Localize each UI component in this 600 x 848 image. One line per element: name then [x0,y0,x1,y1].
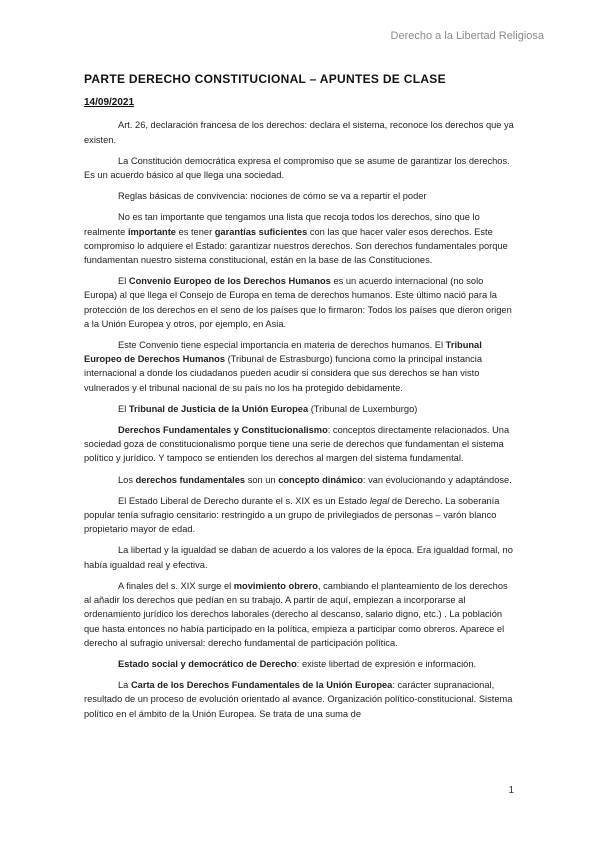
text-run: (Tribunal de Estrasburgo) funciona como la principal instancia internacional a donde los ciudadanos pueden acudir si considera que sus derechos se han visto vulnerados y el tribunal nacional de su país no los ha protegido debidamente. [84,354,483,393]
paragraph [84,423,516,466]
bold-text: concepto dinámico [278,474,363,485]
text-run: son un [245,474,279,485]
text-run: La [118,680,131,691]
bold-text: derechos fundamentales [135,474,246,485]
document-body [84,72,516,728]
text-run: Los [118,474,136,485]
paragraph [84,543,516,571]
text-run: La Constitución democrática expresa el compromiso que se asume de garantizar los derechos. Es un acuerdo básico al que llega una sociedad. [84,155,510,181]
paragraph [84,494,516,537]
text-run: es tener [175,226,215,237]
paragraph [84,402,516,416]
paragraph [84,579,516,650]
text-run: El Estado Liberal de Derecho durante el s. XIX es un Estado [118,495,370,506]
bold-text: garantías suficientes [214,226,308,237]
bold-text: Tribunal de Justicia de la Unión Europea [128,403,309,414]
page-number: 1 [508,785,514,796]
paragraph [84,338,516,395]
text-run: El [118,276,129,287]
document-date: 14/09/2021 [84,97,135,109]
text-run: Este Convenio tiene especial importancia en materia de derechos humanos. El [118,340,446,351]
paragraph [84,118,516,146]
bold-text: Tribunal Europeo de Derechos Humanos [84,340,482,365]
paragraph-list [84,118,516,720]
text-run: es un acuerdo internacional (no solo Europa) al que llega el Consejo de Europa en tema de derechos humanos. Este último nació para la protección de los derechos en el seno de los países que lo firmaron: Todos los países que dieron origen a la Unión Europea y otros, por ejemplo, en Asia. [84,276,512,329]
bold-text: Convenio Europeo de los Derechos Humanos [128,276,331,287]
text-run: de Derecho. La soberanía popular tenía sufragio censitario: restringido a un grupo de privilegiados de personas – varón blanco propietario mayor de edad. [84,495,500,535]
bold-text: importante [127,226,176,237]
text-run: : existe libertad de expresión e información. [296,658,477,669]
text-run: : conceptos directamente relacionados. Una sociedad goza de constitucionalismo porque tiene una serie de derechos que fundamentan el sistema político y jurídico. Y tampoco se entienden los derechos al margen del sistema fundamental. [84,425,510,464]
text-run: No es tan importante que tengamos una lista que recoja todos los derechos, sino que lo realmente [84,212,480,237]
bold-text: movimiento obrero [233,580,318,591]
italic-text: legal [369,495,390,506]
text-run: Art. 26, declaración francesa de los derechos: declara el sistema, reconoce los derechos que ya existen. [84,120,514,145]
paragraph [84,657,516,671]
text-run: con las que hacer valer esos derechos. Este compromiso lo adquiere el Estado: garantizar nuestros derechos. Son derechos fundamentales porque fundamentan nuestro sistema constitucional, están en la base de las Constituciones. [84,226,508,266]
running-header: Derecho a la Libertad Religiosa [390,30,544,42]
bold-text: Carta de los Derechos Fundamentales de la Unión Europea [130,680,393,691]
bold-text: Derechos Fundamentales y Constitucionalismo [118,425,328,436]
text-run: (Tribunal de Luxemburgo) [308,403,418,414]
document-title: PARTE DERECHO CONSTITUCIONAL – APUNTES DE CLASE [84,72,446,86]
text-run: A finales del s. XIX surge el [118,580,234,591]
paragraph [84,189,516,203]
text-run: : carácter supranacional, resultado de un proceso de evolución orientado al avance. Organización político-constitucional. Sistema político en el ámbito de la Unión Europea. Se trata de una suma de [84,680,513,719]
text-run: Reglas básicas de convivencia: nociones de cómo se va a repartir el poder [118,191,427,202]
paragraph [84,473,516,487]
text-run: La libertad y la igualdad se daban de acuerdo a los valores de la época. Era igualdad formal, no había igualdad real y efectiva. [84,545,513,570]
paragraph [84,678,516,721]
paragraph [84,274,516,331]
text-run: , cambiando el planteamiento de los derechos al añadir los derechos que pedían en su trabajo. A partir de aquí, empiezan a incorporarse al ordenamiento jurídico los derechos laborales (derecho al descanso, salario digno, etc.) . La población que hasta entonces no había participado en la política, empieza a participar como obreros. Aparece el derecho al sufragio universal: derecho fundamental de participación política. [84,580,508,648]
paragraph [84,154,516,182]
paragraph [84,210,516,267]
text-run: : van evolucionando y adaptándose. [362,474,512,485]
bold-text: Estado social y democrático de Derecho [118,658,297,669]
text-run: El [118,403,129,414]
